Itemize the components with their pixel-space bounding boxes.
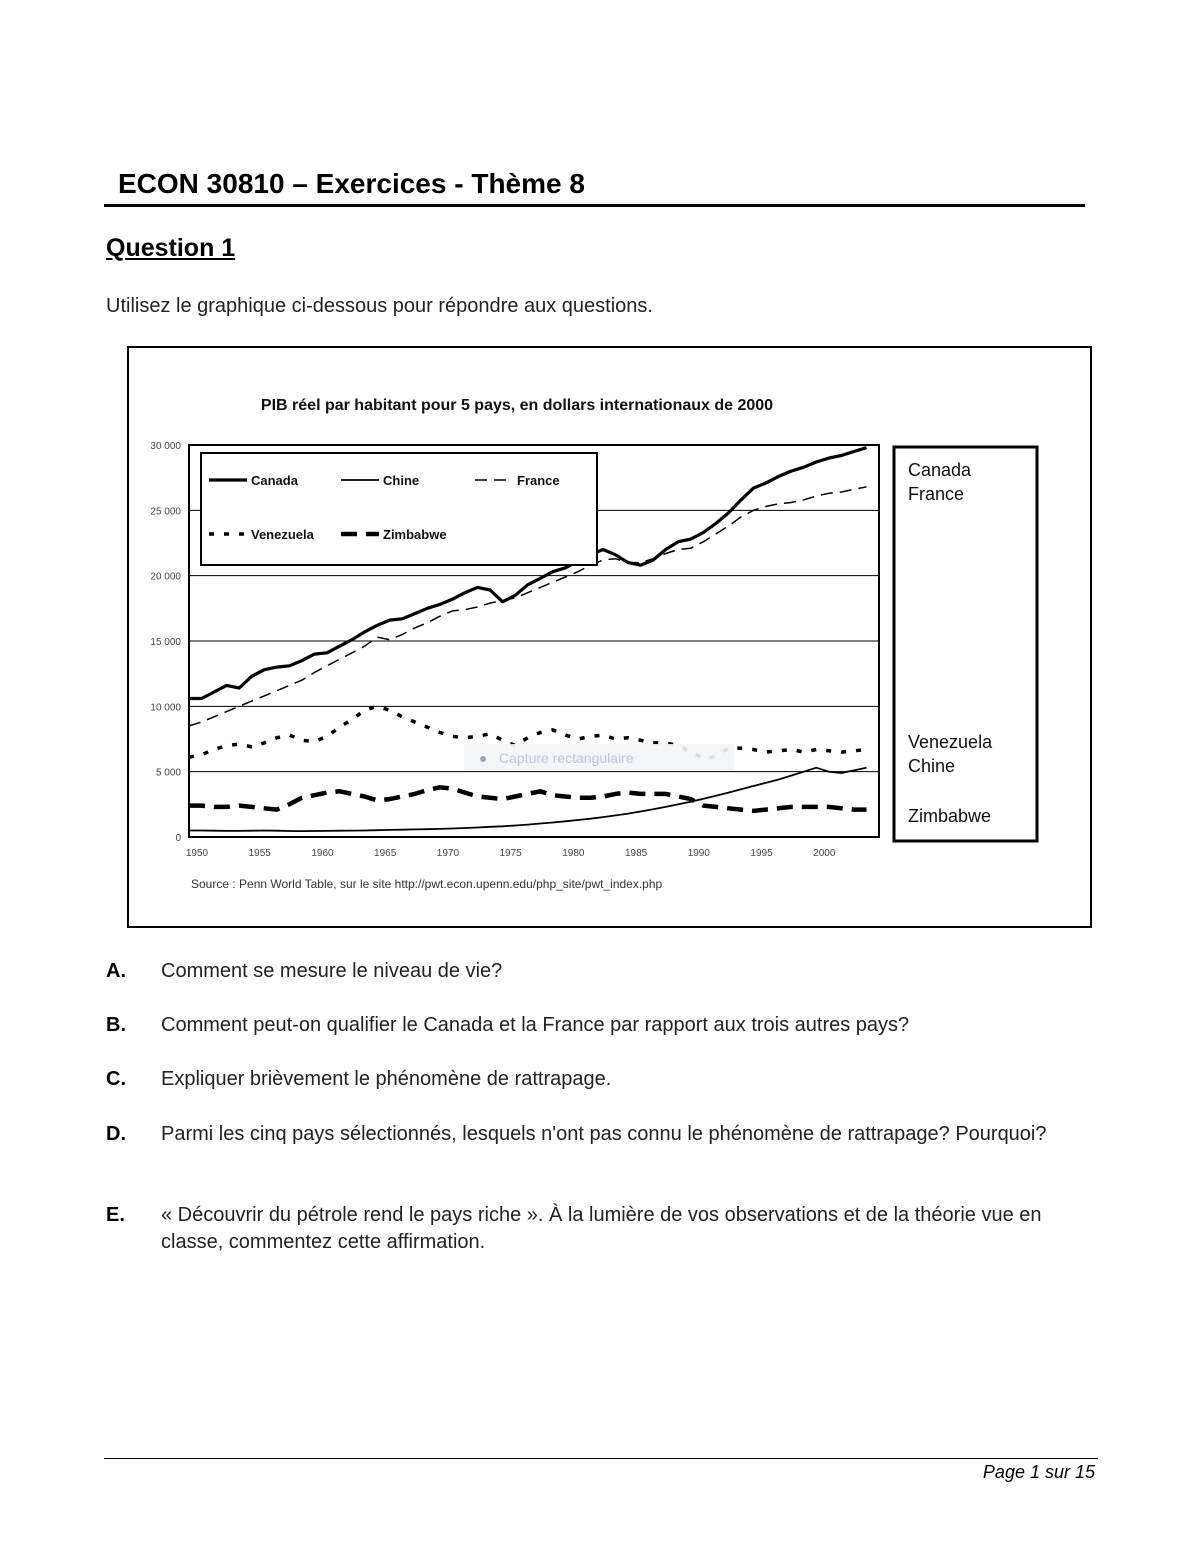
y-tick-label: 10 000 [150, 702, 181, 714]
x-tick-label: 1960 [311, 848, 334, 859]
x-tick-label: 1995 [750, 848, 773, 859]
chart-title: PIB réel par habitant pour 5 pays, en dollars internationaux de 2000 [260, 397, 774, 414]
side-label: Zimbabwe [908, 806, 992, 826]
x-tick-label: 1970 [436, 848, 460, 859]
footer-rule [104, 1458, 1098, 1459]
section-heading: Question 1 [106, 234, 236, 262]
y-tick-label: 25 000 [150, 506, 181, 518]
y-tick-label: 5 000 [155, 767, 181, 779]
side-annotation-box [894, 447, 1037, 841]
x-tick-label: 2000 [813, 848, 836, 859]
x-tick-label: 1990 [687, 848, 710, 859]
question-text-a: Comment se mesure le niveau de vie? [161, 960, 503, 982]
question-text-b: Comment peut-on qualifier le Canada et la France par rapport aux trois autres pays? [161, 1014, 910, 1036]
y-tick-label: 20 000 [150, 571, 181, 583]
legend-label-canada: Canada [251, 473, 298, 488]
question-letter-c: C. [106, 1068, 126, 1090]
question-text-e: « Découvrir du pétrole rend le pays riche ». À la lumière de vos observations et de la théorie vue en classe, commentez cette affirmation. [161, 1204, 1042, 1253]
x-tick-label: 1965 [374, 848, 397, 859]
side-label: Canada [908, 460, 972, 480]
x-tick-label: 1950 [185, 848, 209, 859]
question-letter-b: B. [106, 1014, 126, 1036]
y-tick-label: 30 000 [150, 441, 181, 452]
camera-icon: ● [479, 750, 488, 766]
question-letter-d: D. [106, 1123, 126, 1145]
series-line-chine [189, 768, 867, 831]
side-label: Venezuela [908, 732, 993, 752]
question-letter-a: A. [106, 960, 126, 982]
legend [201, 453, 597, 565]
chart-figure [127, 346, 1092, 928]
y-tick-label: 0 [175, 833, 181, 844]
line-chart [129, 348, 1090, 926]
side-label: France [908, 484, 965, 504]
question-text-c: Expliquer brièvement le phénomène de rattrapage. [161, 1068, 612, 1090]
x-tick-label: 1955 [248, 848, 271, 859]
watermark-text: Capture rectangulaire [499, 750, 634, 766]
instruction-text: Utilisez le graphique ci-dessous pour répondre aux questions. [106, 295, 653, 317]
document-title: ECON 30810 – Exercices - Thème 8 [118, 168, 585, 199]
legend-box [201, 453, 597, 565]
legend-label-france: France [517, 473, 560, 488]
legend-label-zimbabwe: Zimbabwe [383, 527, 447, 542]
x-tick-label: 1985 [624, 848, 648, 859]
legend-label-chine: Chine [383, 473, 420, 488]
question-letter-e: E. [106, 1204, 125, 1226]
title-rule [104, 204, 1085, 207]
page-number: Page 1 sur 15 [982, 1462, 1095, 1482]
chart-source: Source : Penn World Table, sur le site http://pwt.econ.upenn.edu/php_site/pwt_index.php [191, 877, 663, 891]
y-tick-label: 15 000 [150, 637, 181, 648]
x-tick-label: 1975 [499, 848, 522, 859]
series-line-zimbabwe [189, 787, 867, 811]
question-text-d: Parmi les cinq pays sélectionnés, lesquels n'ont pas connu le phénomène de rattrapage? Pourquoi? [161, 1123, 1047, 1145]
x-tick-label: 1980 [562, 848, 585, 859]
legend-label-venezuela: Venezuela [251, 527, 314, 542]
side-label: Chine [908, 756, 956, 776]
